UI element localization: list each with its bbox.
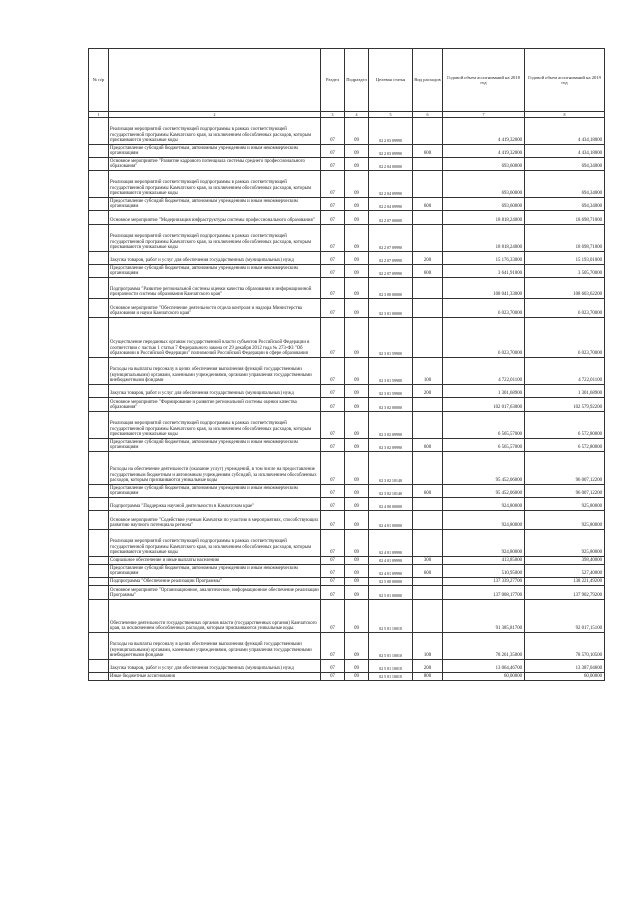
cell-2019: 694,34000 [525,158,605,171]
cell-podrazdel: 09 [345,318,369,358]
cell-vid: 600 [413,145,443,158]
cell-podrazdel: 09 [345,358,369,385]
cell-name: Основное мероприятие "Организационное, аналитическое, информационное обеспечение реализации Программы" [109,586,321,600]
table-row [89,586,605,600]
cell-podrazdel: 09 [345,498,369,511]
cell-2019: 13 387,04600 [525,660,605,673]
table-body [89,118,605,681]
cell-2019: 925,80000 [525,498,605,511]
cell-2018: 6 023,70000 [443,299,525,318]
cell-2019: 527,40000 [525,565,605,578]
cell-vid [413,511,443,530]
cell-name: Реализация мероприятий соответствующей подпрограммы в рамках соответствующей государственной программы Камчатского края, за исключением обособленных расходов, которым присваиваются уникальные коды [109,225,321,252]
table-row [89,265,605,278]
cell-2018: 18 818,24000 [443,211,525,225]
cell-vid [413,158,443,171]
cell-razdel: 07 [321,198,345,211]
cell-celevaya: 02 3 00 00000 [369,278,413,299]
cell-podrazdel: 09 [345,278,369,299]
col-number: 2 [109,112,321,118]
table-row [89,318,605,358]
cell-razdel: 07 [321,299,345,318]
table-row [89,198,605,211]
table-row [89,299,605,318]
table-row [89,398,605,412]
cell-num [89,452,109,485]
cell-2019: 694,34000 [525,171,605,198]
table-row [89,412,605,439]
cell-celevaya: 02 3 01 59900 [369,318,413,358]
cell-razdel: 07 [321,252,345,265]
cell-2019: 96 007,12200 [525,485,605,498]
cell-2019: 18 698,71000 [525,211,605,225]
cell-2019: 398,40000 [525,557,605,565]
table-row [89,358,605,385]
cell-vid: 600 [413,565,443,578]
cell-2018: 413,85000 [443,557,525,565]
cell-podrazdel: 09 [345,412,369,439]
cell-2019: 15 193,01000 [525,252,605,265]
cell-celevaya: 02 3 01 00000 [369,299,413,318]
col-number: 7 [443,112,525,118]
cell-2018: 60,00000 [443,673,525,681]
cell-razdel: 07 [321,145,345,158]
cell-celevaya: 02 4 01 09990 [369,565,413,578]
cell-2018: 95 452,06000 [443,452,525,485]
cell-celevaya: 02 2 07 09990 [369,265,413,278]
cell-podrazdel: 09 [345,565,369,578]
cell-celevaya: 02 3 02 10140 [369,452,413,485]
cell-podrazdel: 09 [345,265,369,278]
cell-podrazdel: 09 [345,452,369,485]
cell-2019: 6 572,80000 [525,412,605,439]
cell-name: Предоставление субсидий бюджетным, автономным учреждениям и иным некоммерческим организациям [109,439,321,452]
cell-name: Подпрограмма "Развитие региональной системы оценки качества образования и информационной прозрачности системы образования Камчатского края" [109,278,321,299]
cell-2018: 108 041,33000 [443,278,525,299]
col-header-vid: Вид расходов [413,49,443,112]
cell-vid: 800 [413,673,443,681]
cell-razdel: 07 [321,385,345,398]
cell-2018: 4 419,32000 [443,118,525,145]
cell-celevaya: 02 2 04 09990 [369,198,413,211]
cell-name: Социальное обеспечение и иные выплаты населению [109,557,321,565]
cell-razdel: 07 [321,498,345,511]
cell-2018: 91 385,81700 [443,600,525,633]
cell-name: Основное мероприятие "Модернизация инфраструктуры системы профессионального образования" [109,211,321,225]
cell-razdel: 07 [321,600,345,633]
cell-razdel: 07 [321,586,345,600]
cell-name: Расходы на обеспечение деятельности (оказание услуг) учреждений, в том числе на предоставление государственным бюджетным и автономным учреждениям субсидий, за исключением обособленных расходов, которым присваиваются уникальные коды [109,452,321,485]
cell-name: Реализация мероприятий соответствующей подпрограммы в рамках соответствующей государственной программы Камчатского края, за исключением обособленных расходов, которым присваиваются уникальные коды [109,118,321,145]
cell-num [89,385,109,398]
cell-vid: 600 [413,198,443,211]
table-row [89,565,605,578]
cell-name: Основное мероприятие "Формирование и развитие региональной системы оценки качества образования" [109,398,321,412]
cell-num [89,633,109,660]
cell-2018: 510,95000 [443,565,525,578]
cell-vid [413,211,443,225]
col-number: 1 [89,112,109,118]
cell-podrazdel: 09 [345,660,369,673]
cell-vid [413,278,443,299]
cell-2019: 137 902,79200 [525,586,605,600]
cell-celevaya: 02 5 01 10010 [369,600,413,633]
cell-2019: 138 221,49200 [525,578,605,586]
table-row [89,511,605,530]
cell-podrazdel: 09 [345,633,369,660]
cell-celevaya: 02 3 01 59900 [369,358,413,385]
cell-vid: 200 [413,385,443,398]
cell-razdel: 07 [321,530,345,557]
cell-2019: 6 572,80000 [525,439,605,452]
col-number: 5 [369,112,413,118]
cell-razdel: 07 [321,118,345,145]
table-row [89,211,605,225]
cell-razdel: 07 [321,439,345,452]
cell-vid [413,452,443,485]
cell-num [89,278,109,299]
cell-podrazdel: 09 [345,557,369,565]
cell-num [89,485,109,498]
table-row [89,660,605,673]
cell-2018: 15 176,33000 [443,252,525,265]
cell-celevaya: 02 3 02 09990 [369,439,413,452]
cell-celevaya: 02 5 00 00000 [369,578,413,586]
cell-name: Предоставление субсидий бюджетным, автономным учреждениям и иным некоммерческим организациям [109,265,321,278]
cell-celevaya: 02 3 01 59900 [369,385,413,398]
cell-celevaya: 02 2 04 00000 [369,158,413,171]
cell-name: Обеспечение деятельности государственных органов власти (государственных органов) Камчатского края, за исключением обособленных расходов, которым присваиваются уникальные коды. [109,600,321,633]
table-row [89,530,605,557]
cell-name: Иные бюджетные ассигнования [109,673,321,681]
cell-2019: 4 434,18000 [525,145,605,158]
cell-2019: 925,80000 [525,530,605,557]
budget-table [88,48,605,681]
table-row [89,145,605,158]
cell-2019: 18 698,71000 [525,225,605,252]
cell-2018: 4 722,01100 [443,358,525,385]
table-row [89,578,605,586]
cell-num [89,439,109,452]
cell-razdel: 07 [321,485,345,498]
cell-name: Реализация мероприятий соответствующей подпрограммы в рамках соответствующей государственной программы Камчатского края, за исключением обособленных расходов, которым присваиваются уникальные коды [109,171,321,198]
cell-num [89,299,109,318]
cell-vid [413,578,443,586]
cell-vid [413,530,443,557]
cell-vid: 600 [413,439,443,452]
cell-razdel: 07 [321,278,345,299]
cell-num [89,225,109,252]
cell-celevaya: 02 4 00 00000 [369,498,413,511]
cell-name: Основное мероприятие "Содействие ученым Камчатки по участию в мероприятиях, способствующих развитию научного потенциала региона" [109,511,321,530]
cell-razdel: 07 [321,633,345,660]
cell-podrazdel: 09 [345,673,369,681]
cell-num [89,398,109,412]
cell-podrazdel: 09 [345,586,369,600]
cell-podrazdel: 09 [345,485,369,498]
cell-2019: 6 023,70000 [525,318,605,358]
cell-podrazdel: 09 [345,145,369,158]
cell-vid: 200 [413,252,443,265]
cell-2018: 924,80000 [443,511,525,530]
cell-razdel: 07 [321,398,345,412]
cell-2019: 1 301,68900 [525,385,605,398]
cell-num [89,673,109,681]
cell-podrazdel: 09 [345,530,369,557]
col-header-name [109,49,321,112]
cell-podrazdel: 09 [345,398,369,412]
cell-2018: 137 008,17700 [443,586,525,600]
col-number: 3 [321,112,345,118]
cell-podrazdel: 09 [345,252,369,265]
cell-razdel: 07 [321,673,345,681]
cell-num [89,511,109,530]
col-number: 6 [413,112,443,118]
cell-podrazdel: 09 [345,299,369,318]
cell-vid: 100 [413,358,443,385]
cell-razdel: 07 [321,265,345,278]
budget-sheet [88,48,604,681]
cell-name: Предоставление субсидий бюджетным, автономным учреждениям и иным некоммерческим организациям [109,485,321,498]
col-header-podrazdel: Подраздел [345,49,369,112]
cell-2019: 92 017,15100 [525,600,605,633]
cell-2018: 6 565,57000 [443,412,525,439]
cell-2019: 4 722,01100 [525,358,605,385]
cell-vid [413,586,443,600]
cell-vid [413,398,443,412]
cell-celevaya: 02 2 03 09990 [369,118,413,145]
table-row [89,252,605,265]
cell-num [89,211,109,225]
cell-2019: 925,80000 [525,511,605,530]
cell-podrazdel: 09 [345,439,369,452]
cell-celevaya: 02 5 01 10010 [369,660,413,673]
cell-podrazdel: 09 [345,118,369,145]
cell-vid: 300 [413,557,443,565]
table-row [89,673,605,681]
cell-num [89,586,109,600]
cell-celevaya: 02 2 07 00000 [369,211,413,225]
cell-2019: 108 603,62200 [525,278,605,299]
cell-2019: 694,34000 [525,198,605,211]
cell-2018: 6 023,70000 [443,318,525,358]
cell-num [89,158,109,171]
cell-razdel: 07 [321,211,345,225]
cell-name: Подпрограмма "Поддержка научной деятельности в Камчатском крае" [109,498,321,511]
cell-num [89,530,109,557]
table-row [89,158,605,171]
cell-celevaya: 02 3 02 10140 [369,485,413,498]
cell-celevaya: 02 4 01 00000 [369,511,413,530]
cell-num [89,498,109,511]
cell-razdel: 07 [321,158,345,171]
cell-razdel: 07 [321,358,345,385]
cell-num [89,660,109,673]
cell-razdel: 07 [321,318,345,358]
cell-num [89,118,109,145]
cell-2018: 102 017,63000 [443,398,525,412]
cell-celevaya: 02 2 07 09990 [369,225,413,252]
cell-2019: 102 579,92200 [525,398,605,412]
cell-name: Расходы на выплаты персоналу в целях обеспечения выполнения функций государственными (муниципальными) органами, казенными учреждениями, органами управления государственными внебюджетными фондами [109,358,321,385]
table-row [89,452,605,485]
cell-razdel: 07 [321,412,345,439]
table-row [89,118,605,145]
cell-podrazdel: 09 [345,385,369,398]
cell-podrazdel: 09 [345,511,369,530]
cell-celevaya: 02 3 02 09990 [369,412,413,439]
cell-vid: 600 [413,265,443,278]
cell-vid [413,299,443,318]
cell-podrazdel: 09 [345,600,369,633]
cell-name: Предоставление субсидий бюджетным, автономным учреждениям и иным некоммерческим организациям [109,198,321,211]
col-number: 4 [345,112,369,118]
cell-2018: 1 301,68900 [443,385,525,398]
cell-2018: 4 419,32000 [443,145,525,158]
cell-vid [413,600,443,633]
cell-razdel: 07 [321,452,345,485]
cell-celevaya: 02 4 01 09990 [369,557,413,565]
cell-podrazdel: 09 [345,171,369,198]
cell-name: Осуществление переданных органам государственной власти субъектов Российской Федерации в соответствии с частью 1 статьи 7 Федерального закона от 29 декабря 2012 года № 273-ФЗ "Об образовании в Российской Федерации" полномочий Российской Федерации в сфере образования [109,318,321,358]
cell-name: Реализация мероприятий соответствующей подпрограммы в рамках соответствующей государственной программы Камчатского края, за исключением обособленных расходов, которым присваиваются уникальные коды [109,530,321,557]
cell-num [89,600,109,633]
cell-num [89,557,109,565]
cell-name: Реализация мероприятий соответствующей подпрограммы в рамках соответствующей государственной программы Камчатского края, за исключением обособленных расходов, которым присваиваются уникальные коды [109,412,321,439]
cell-2019: 78 570,10500 [525,633,605,660]
cell-celevaya: 02 4 01 09990 [369,530,413,557]
cell-name: Предоставление субсидий бюджетным, автономным учреждениям и иным некоммерческим организациям [109,145,321,158]
cell-2019: 96 007,12200 [525,452,605,485]
table-row [89,557,605,565]
col-header-razdel: Раздел [321,49,345,112]
cell-celevaya: 02 2 03 09990 [369,145,413,158]
col-header-num: № п/р [89,49,109,112]
cell-vid [413,318,443,358]
cell-2018: 95 452,06000 [443,485,525,498]
cell-2018: 924,80000 [443,530,525,557]
cell-podrazdel: 09 [345,198,369,211]
cell-razdel: 07 [321,225,345,252]
table-row [89,278,605,299]
cell-name: Закупка товаров, работ и услуг для обеспечения государственных (муниципальных) нужд [109,252,321,265]
cell-num [89,318,109,358]
cell-vid [413,171,443,198]
cell-2018: 6 565,57000 [443,439,525,452]
cell-razdel: 07 [321,565,345,578]
cell-num [89,171,109,198]
cell-celevaya: 02 5 01 10010 [369,633,413,660]
cell-2019: 4 434,18000 [525,118,605,145]
cell-2018: 693,60000 [443,171,525,198]
cell-2018: 18 818,24000 [443,225,525,252]
cell-podrazdel: 09 [345,158,369,171]
cell-2019: 3 505,70000 [525,265,605,278]
cell-num [89,252,109,265]
cell-vid [413,498,443,511]
col-number: 8 [525,112,605,118]
cell-name: Закупка товаров, работ и услуг для обеспечения государственных (муниципальных) нужд [109,385,321,398]
cell-celevaya: 02 5 01 00000 [369,586,413,600]
cell-podrazdel: 09 [345,211,369,225]
cell-razdel: 07 [321,557,345,565]
cell-num [89,145,109,158]
cell-name: Основное мероприятие "Развитие кадрового потенциала системы среднего профессионального образования" [109,158,321,171]
col-header-celevaya: Целевая статья [369,49,413,112]
table-row [89,225,605,252]
cell-2018: 693,60000 [443,198,525,211]
table-row [89,171,605,198]
cell-razdel: 07 [321,511,345,530]
table-row [89,600,605,633]
cell-2018: 693,60000 [443,158,525,171]
cell-num [89,578,109,586]
table-row [89,385,605,398]
cell-razdel: 07 [321,660,345,673]
cell-name: Основное мероприятие "Обеспечение деятельности отдела контроля и надзора Министерства образования и науки Камчатского края" [109,299,321,318]
cell-2018: 137 339,27700 [443,578,525,586]
cell-vid: 600 [413,485,443,498]
cell-name: Закупка товаров, работ и услуг для обеспечения государственных (муниципальных) нужд [109,660,321,673]
cell-2018: 924,80000 [443,498,525,511]
cell-num [89,358,109,385]
col-header-2018: Годовой объем ассигнований на 2018 год [443,49,525,112]
table-row [89,498,605,511]
cell-2018: 78 261,35000 [443,633,525,660]
cell-num [89,412,109,439]
header-row [89,49,605,112]
cell-celevaya: 02 2 07 09990 [369,252,413,265]
cell-vid: 200 [413,660,443,673]
cell-podrazdel: 09 [345,225,369,252]
cell-2018: 13 064,46700 [443,660,525,673]
cell-vid [413,225,443,252]
cell-name: Подпрограмма "Обеспечение реализации Программы" [109,578,321,586]
cell-vid: 100 [413,633,443,660]
cell-num [89,198,109,211]
cell-name: Предоставление субсидий бюджетным, автономным учреждениям и иным некоммерческим организациям [109,565,321,578]
cell-razdel: 07 [321,578,345,586]
cell-2018: 3 641,91000 [443,265,525,278]
cell-celevaya: 02 5 01 10010 [369,673,413,681]
cell-razdel: 07 [321,171,345,198]
cell-name: Расходы на выплаты персоналу в целях обеспечения выполнения функций государственными (муниципальными) органами, казенными учреждениями, органами управления государственными внебюджетными фондами [109,633,321,660]
cell-2019: 6 023,70000 [525,299,605,318]
cell-celevaya: 02 2 04 09990 [369,171,413,198]
col-header-2019: Годовой объем ассигнований на 2019 год [525,49,605,112]
cell-celevaya: 02 3 02 00000 [369,398,413,412]
cell-2019: 60,00000 [525,673,605,681]
table-row [89,439,605,452]
cell-vid [413,412,443,439]
cell-num [89,565,109,578]
cell-num [89,265,109,278]
cell-podrazdel: 09 [345,578,369,586]
cell-vid [413,118,443,145]
table-row [89,485,605,498]
table-row [89,633,605,660]
